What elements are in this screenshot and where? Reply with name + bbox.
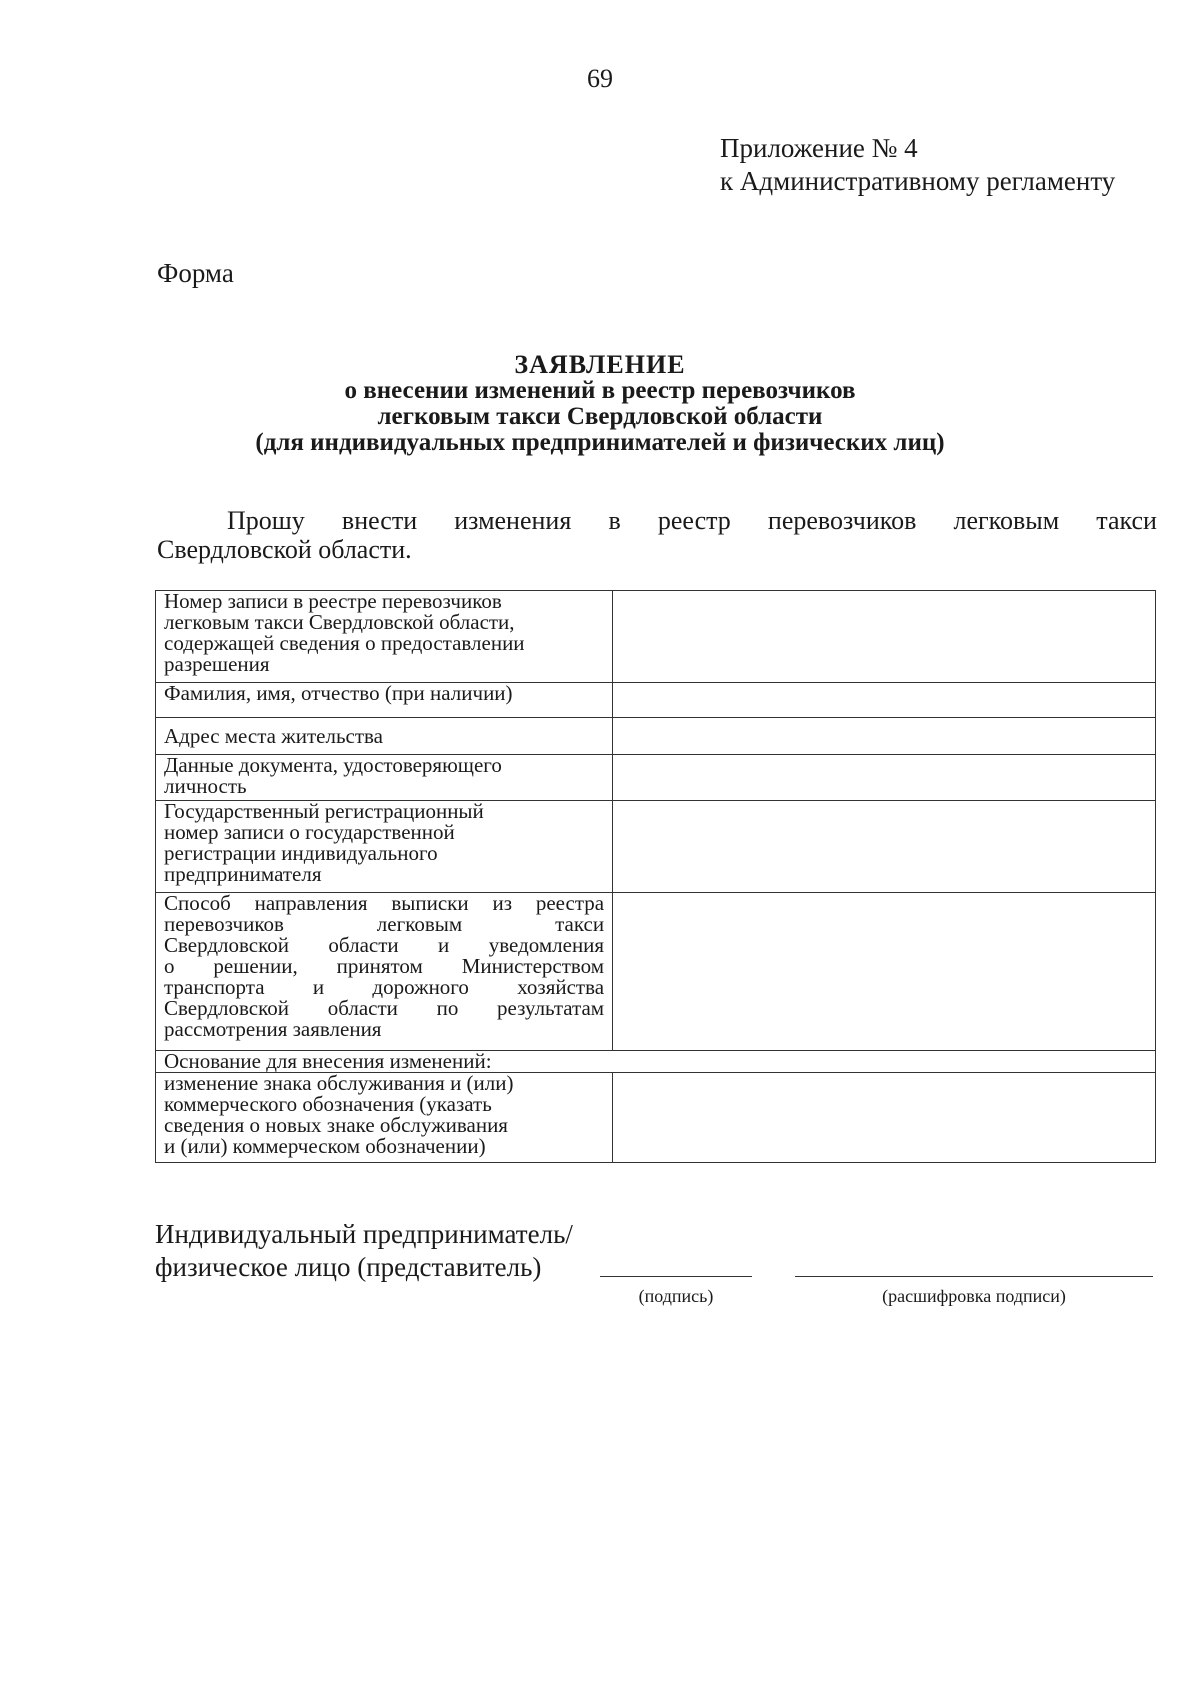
intro-word: изменения <box>454 506 572 535</box>
intro-word: легковым <box>953 506 1060 535</box>
label-line: Адрес места жительства <box>164 723 383 748</box>
intro-word: Прошу <box>227 506 305 535</box>
full-name-field[interactable] <box>613 683 1156 718</box>
table-row <box>156 1051 1156 1073</box>
signature-field[interactable] <box>600 1276 752 1277</box>
address-field[interactable] <box>613 718 1156 755</box>
table-row <box>156 591 1156 683</box>
page-number: 69 <box>587 64 613 93</box>
label-line: рассмотрения заявления <box>164 1017 382 1041</box>
label-line: предпринимателя <box>164 862 322 886</box>
table-row <box>156 718 1156 755</box>
registry-number-field[interactable] <box>613 591 1156 683</box>
row-label-address <box>156 718 613 755</box>
label-line: личность <box>164 774 247 798</box>
signature-line1: Индивидуальный предприниматель/ <box>155 1219 573 1249</box>
label-line: коммерческого обозначения (указать <box>164 1092 492 1116</box>
row-label-delivery-method <box>156 893 613 1051</box>
appendix-note <box>720 132 1115 198</box>
intro-word: такси <box>1096 506 1157 535</box>
label-line: содержащей сведения о предоставлении <box>164 631 525 655</box>
signature-decode-caption: (расшифровка подписи) <box>882 1286 1066 1306</box>
signature-label <box>155 1218 573 1284</box>
basis-change-field[interactable] <box>613 1073 1156 1163</box>
table-row <box>156 893 1156 1051</box>
label-line: перевозчиков легковым такси <box>164 912 605 936</box>
label-line: легковым такси Свердловской области, <box>164 610 515 634</box>
row-label-basis-change <box>156 1073 613 1163</box>
title-main: ЗАЯВЛЕНИЕ <box>514 350 686 379</box>
label-line: Номер записи в реестре перевозчиков <box>164 589 502 613</box>
label-line: Свердловской области по результатам <box>164 996 605 1020</box>
table-row <box>156 683 1156 718</box>
intro-word: перевозчиков <box>767 506 917 535</box>
label-line: о решении, принятом Министерством <box>164 954 605 978</box>
registration-number-field[interactable] <box>613 801 1156 893</box>
table-row <box>156 801 1156 893</box>
row-label-full-name <box>156 683 613 718</box>
label-line: изменение знака обслуживания и (или) <box>164 1071 514 1095</box>
signature-caption: (подпись) <box>638 1286 714 1306</box>
appendix-line2: к Административному регламенту <box>720 166 1116 196</box>
intro-word: реестр <box>657 506 731 535</box>
title-line3: (для индивидуальных предпринимателей и физических лиц) <box>255 429 945 456</box>
intro-line1 <box>157 506 1157 535</box>
signature-decode-field[interactable] <box>795 1276 1153 1277</box>
intro-line2: Свердловской области. <box>157 535 412 564</box>
label-line: транспорта и дорожного хозяйства <box>164 975 605 999</box>
label-line: Фамилия, имя, отчество (при наличии) <box>164 681 513 705</box>
label-line: Государственный регистрационный <box>164 799 484 823</box>
application-table <box>155 590 1156 1163</box>
intro-paragraph <box>157 506 1157 564</box>
document-title <box>0 352 1200 456</box>
label-line: регистрации индивидуального <box>164 841 438 865</box>
label-line: сведения о новых знаке обслуживания <box>164 1113 508 1137</box>
form-label: Форма <box>157 258 234 288</box>
row-label-registry-number <box>156 591 613 683</box>
label-line: Данные документа, удостоверяющего <box>164 753 502 777</box>
delivery-method-field[interactable] <box>613 893 1156 1051</box>
signature-line2: физическое лицо (представитель) <box>155 1252 542 1282</box>
intro-word: внести <box>341 506 418 535</box>
label-line: номер записи о государственной <box>164 820 455 844</box>
label-line: Способ направления выписки из реестра <box>164 891 605 915</box>
basis-header: Основание для внесения изменений: <box>156 1051 1156 1073</box>
label-line: разрешения <box>164 652 270 676</box>
row-label-registration-number <box>156 801 613 893</box>
label-line: и (или) коммерческом обозначении) <box>164 1134 486 1158</box>
appendix-line1: Приложение № 4 <box>720 133 918 163</box>
label-line: Свердловской области и уведомления <box>164 933 605 957</box>
title-line2: легковым такси Свердловской области <box>377 403 823 430</box>
intro-word: в <box>608 506 621 535</box>
table-row <box>156 1073 1156 1163</box>
row-label-identity-document <box>156 755 613 801</box>
table-row <box>156 755 1156 801</box>
identity-document-field[interactable] <box>613 755 1156 801</box>
title-line1: о внесении изменений в реестр перевозчиков <box>344 377 856 404</box>
